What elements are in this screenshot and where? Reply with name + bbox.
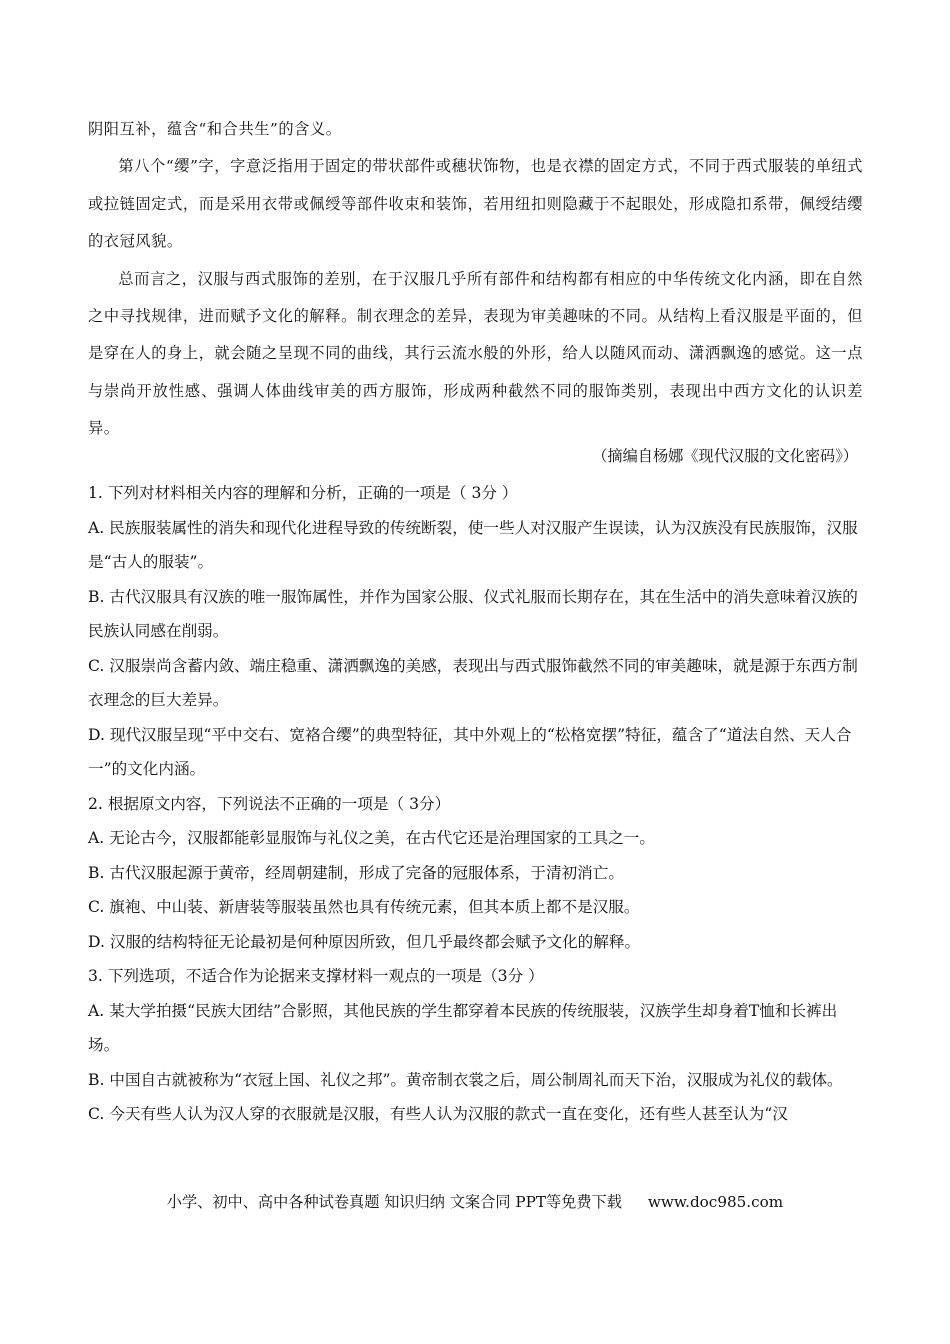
footer-text: 小学、初中、高中各种试卷真题 知识归纳 文案合同 PPT等免费下载	[166, 1193, 622, 1211]
question-3-option-c: C. 今天有些人认为汉人穿的衣服就是汉服，有些人认为汉服的款式一直在变化，还有些人甚至认为“汉	[88, 1105, 788, 1123]
question-1-option-c: C. 汉服崇尚含蓄内敛、端庄稳重、潇洒飘逸的美感，表现出与西式服饰截然不同的审美趣味，就是源于东西方制衣理念的巨大差异。	[88, 656, 858, 709]
question-2-option-b: B. 古代汉服起源于黄帝，经周朝建制，形成了完备的冠服体系，于清初消亡。	[88, 863, 624, 882]
passage-paragraph-2: 第八个“缨”字，字意泛指用于固定的带状部件或穗状饰物，也是衣襟的固定方式，不同于西式服装的单纽式或拉链固定式，而是采用衣带或佩绶等部件收束和装饰，若用纽扣则隐藏于不起眼处，形成隐扣系带，佩绶结缨的衣冠风貌。	[88, 157, 864, 251]
page-footer	[0, 1188, 950, 1216]
question-list	[88, 476, 866, 1132]
question-3-stem: 3. 下列选项，不适合作为论据来支撑材料一观点的一项是（3分 ）	[88, 967, 544, 985]
question-2-option-a: A. 无论古今，汉服都能彰显服饰与礼仪之美，在古代它还是治理国家的工具之一。	[88, 829, 655, 847]
passage-paragraph-3: 总而言之，汉服与西式服饰的差别，在于汉服几乎所有部件和结构都有相应的中华传统文化内涵，即在自然之中寻找规律，进而赋予文化的解释。制衣理念的差异，表现为审美趣味的不同。从结构上看汉服是平面的，但是穿在人的身上，就会随之呈现不同的曲线，其行云流水般的外形，给人以随风而动、潇洒飘逸的感觉。这一点与崇尚开放性感、强调人体曲线审美的西方服饰，形成两种截然不同的服饰类别，表现出中西方文化的认识差异。	[88, 269, 863, 438]
question-1-stem: 1. 下列对材料相关内容的理解和分析，正确的一项是（ 3分 ）	[88, 484, 518, 502]
question-2-stem: 2. 根据原文内容，下列说法不正确的一项是（ 3分）	[88, 794, 451, 813]
question-1-option-a: A. 民族服装属性的消失和现代化进程导致的传统断裂，使一些人对汉服产生误读，认为汉族没有民族服饰，汉服是“古人的服装”。	[88, 518, 858, 571]
question-3-option-b: B. 中国自古就被称为“衣冠上国、礼仪之邦”。黄帝制衣裳之后，周公制周礼而天下治，汉服成为礼仪的载体。	[88, 1070, 843, 1089]
question-2-option-c: C. 旗袍、中山装、新唐装等服装虽然也具有传统元素，但其本质上都不是汉服。	[88, 898, 640, 916]
question-1-option-d: D. 现代汉服呈现“平中交右、宽袼合缨”的典型特征，其中外观上的“松格宽摆”特征，蕴含了“道法自然、天人合一”的文化内涵。	[88, 725, 852, 778]
question-3-option-a: A. 某大学拍摄“民族大团结”合影照，其他民族的学生都穿着本民族的传统服装，汉族学生却身着T恤和长裤出场。	[88, 1001, 838, 1054]
passage-paragraph-1: 阴阳互补，蕴含“和合共生”的含义。	[88, 120, 342, 138]
question-2-option-d: D. 汉服的结构特征无论最初是何种原因所致，但几乎最终都会赋予文化的解释。	[88, 932, 641, 951]
question-1-option-b: B. 古代汉服具有汉族的唯一服饰属性，并作为国家公服、仪式礼服而长期存在，其在生活中的消失意味着汉族的民族认同感在削弱。	[88, 587, 858, 640]
passage-source: （摘编自杨娜《现代汉服的文化密码》）	[592, 447, 858, 465]
footer-url: www.doc985.com	[647, 1193, 784, 1211]
reading-passage	[88, 111, 863, 448]
